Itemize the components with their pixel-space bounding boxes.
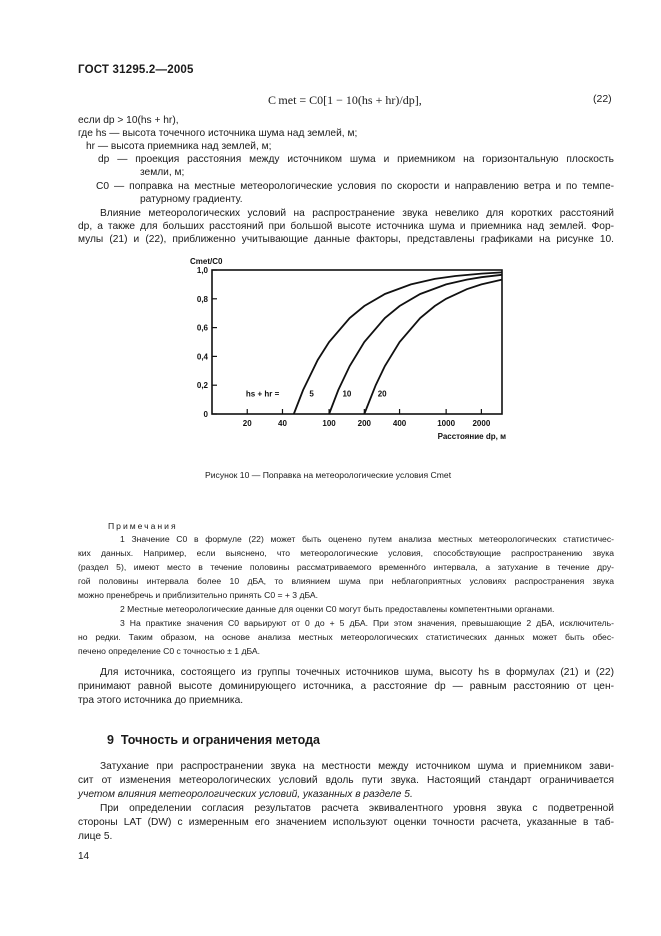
section-paragraph-line: лице 5. bbox=[78, 831, 113, 842]
note-line: можно пренебречь и приблизительно принять C0 = + 3 дБА. bbox=[78, 590, 319, 600]
figure-caption: Рисунок 10 — Поправка на метеорологические условия Cmet bbox=[205, 470, 452, 480]
y-tick-label: 0 bbox=[203, 410, 208, 419]
definition-line: если dp > 10(hs + hr), bbox=[78, 115, 179, 126]
note-line: 3 На практике значения C0 варьируют от 0 до + 5 дБА. При этом значения, превышающие 2 дБА, исключитель- bbox=[120, 618, 614, 628]
note-line: 2 Местные метеорологические данные для оценки C0 могут быть предоставлены компетентными органами. bbox=[120, 604, 555, 614]
x-tick-label: 2000 bbox=[472, 419, 491, 428]
section-heading bbox=[107, 733, 320, 747]
definition-line: dp — проекция расстояния между источником шума и приемником на горизонтальную плоскость bbox=[98, 154, 614, 165]
definition-line: ратурному градиенту. bbox=[140, 194, 243, 205]
series-line bbox=[329, 275, 502, 414]
note-line: гой половины интервала более 10 дБА, то влиянием шума при неблагоприятных условиях распространения звука bbox=[78, 576, 614, 586]
section-title: Точность и ограничения метода bbox=[120, 733, 320, 747]
y-tick-label: 0,4 bbox=[196, 352, 208, 362]
x-axis-label: Расстояние dp, м bbox=[437, 432, 506, 441]
note-line: ких данных. Например, если выяснено, что метеорологические условия, способствующие распространению звука bbox=[78, 548, 614, 558]
definition-line: hr — высота приемника над землей, м; bbox=[86, 141, 272, 152]
series-label: 5 bbox=[309, 389, 314, 399]
definition-line: земли, м; bbox=[140, 167, 185, 178]
intro-paragraph-line: dp, а также для больших расстояний при большой высоте источника шума и приемника над землей. Фор- bbox=[78, 221, 614, 232]
series-label: 20 bbox=[377, 389, 387, 399]
chart-annotation: hs + hr = bbox=[245, 389, 280, 399]
y-tick-label: 0,2 bbox=[196, 381, 208, 391]
document-header: ГОСТ 31295.2—2005 bbox=[78, 64, 194, 76]
group-paragraph-line: тра этого источника до приемника. bbox=[78, 695, 244, 706]
formula-22: C met = C0[1 − 10(hs + hr)/dp], bbox=[268, 93, 422, 107]
x-tick-label: 200 bbox=[357, 419, 371, 428]
section-paragraph-line: сит от изменения метеорологических условий вдоль пути звука. Настоящий стандарт ограничивается bbox=[78, 775, 614, 786]
y-axis-label: Cmet/C0 bbox=[190, 257, 223, 266]
section-paragraph-line: При определении согласия результатов расчета эквивалентного уровня звука с подветренной bbox=[100, 803, 614, 814]
section-paragraph-line: Затухание при распространении звука на местности между источником шума и приемником зави- bbox=[100, 761, 614, 772]
x-tick-label: 40 bbox=[278, 419, 287, 428]
notes-title: Примечания bbox=[108, 521, 178, 531]
section-number: 9 bbox=[107, 733, 114, 747]
formula-number: (22) bbox=[593, 93, 612, 105]
definition-line: где hs — высота точечного источника шума над землей, м; bbox=[78, 128, 358, 139]
note-line: но редки. Таким образом, на основе анализа местных метеорологических статистических данных может быть обес- bbox=[78, 632, 614, 642]
x-tick-label: 1000 bbox=[437, 419, 456, 428]
note-line: 1 Значение C0 в формуле (22) может быть оценено путем анализа местных метеорологических статистичес- bbox=[120, 534, 614, 544]
series-label: 10 bbox=[342, 389, 352, 399]
definition-line: C0 — поправка на местные метеорологические условия по скорости и направлению ветра и по темпе- bbox=[96, 181, 614, 192]
note-line: печено определение C0 с точностью ± 1 дБА. bbox=[78, 646, 261, 656]
x-tick-label: 20 bbox=[242, 419, 252, 428]
y-tick-label: 1,0 bbox=[196, 266, 208, 275]
page-number: 14 bbox=[78, 851, 90, 862]
x-tick-label: 100 bbox=[322, 419, 336, 428]
section-paragraph-line: учетом влияния метеорологических условий, указанных в разделе 5. bbox=[78, 789, 413, 800]
figure-10-chart bbox=[180, 248, 520, 448]
intro-paragraph-line: Влияние метеорологических условий на распространение звука невелико для коротких расстояний bbox=[100, 208, 614, 219]
group-paragraph-line: Для источника, состоящего из группы точечных источников шума, высоту hs в формулах (21) и (22) bbox=[100, 667, 614, 678]
group-paragraph-line: принимают равной высоте доминирующего источника, а расстояние dp — равным расстоянию от цен- bbox=[78, 681, 614, 692]
note-line: (раздел 5), имеют место в течение половины рассматриваемого временнóго интервала, а затухание в течение дру- bbox=[78, 562, 614, 572]
intro-paragraph-line: мулы (21) и (22), приближенно учитывающие данные факторы, представлены графиками на рисунке 10. bbox=[78, 234, 614, 245]
y-tick-label: 0,8 bbox=[196, 294, 208, 304]
section-paragraph-line: стороны LAT (DW) с измеренным его значением используют оценки точности расчета, указанные в таб- bbox=[78, 817, 614, 828]
y-tick-label: 0,6 bbox=[196, 323, 208, 333]
x-tick-label: 400 bbox=[392, 419, 407, 428]
